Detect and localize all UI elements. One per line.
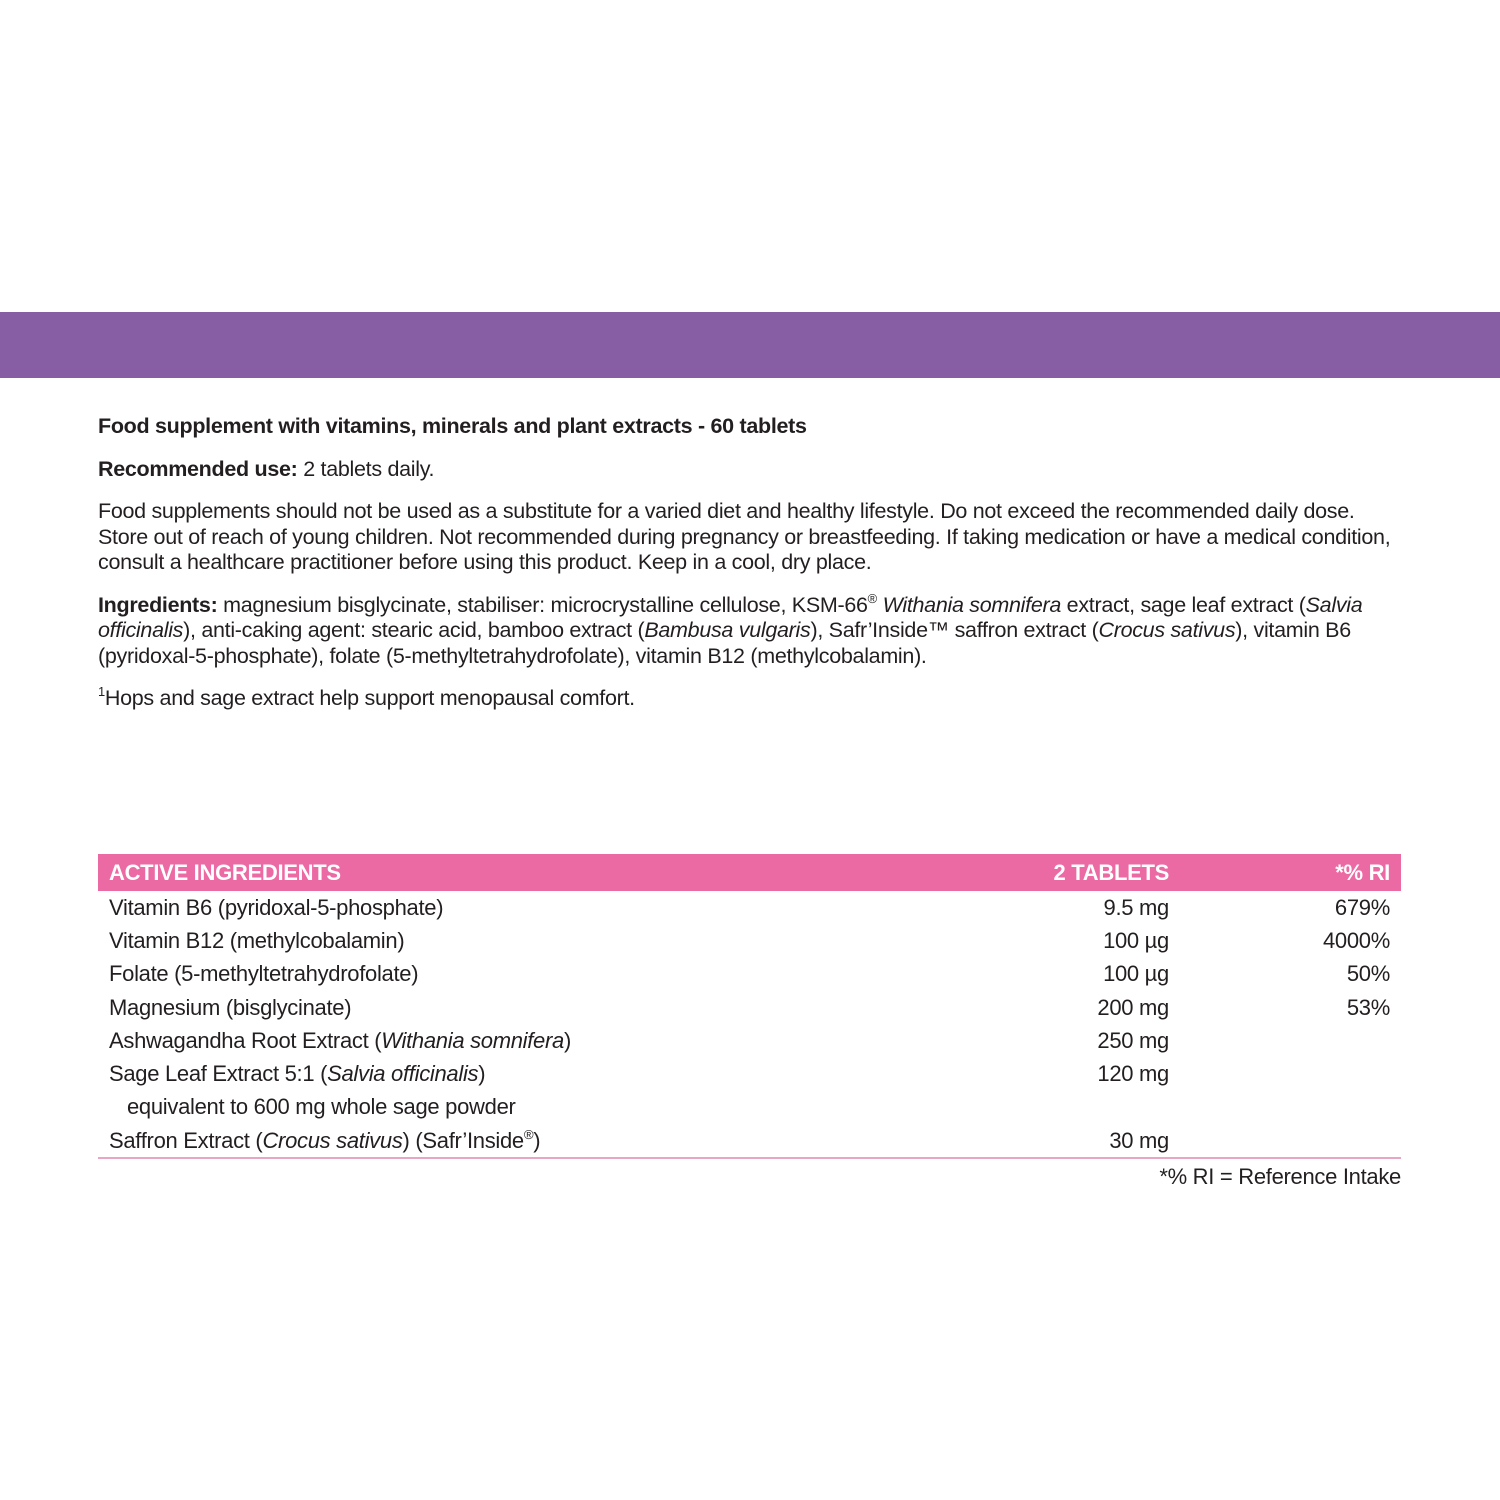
latin-name: Salvia officinalis [98,592,1363,642]
table-row [98,1057,1401,1090]
ingredient-ri: 4000% [1322,927,1390,953]
ingredient-sub-note: equivalent to 600 mg whole sage powder [127,1094,516,1120]
recommended-use-text: 2 tablets daily. [297,456,435,481]
header-dose: 2 TABLETS [1053,859,1169,885]
ingredient-ri: 53% [1346,994,1390,1020]
latin-name: Withania somnifera [882,592,1061,617]
ingredient-ri [1169,1057,1401,1090]
table-row [98,991,1401,1024]
table-row [98,1124,1401,1158]
ingredient-name-text: Ashwagandha Root Extract ( [109,1027,382,1053]
ingredient-dose: 200 mg [1097,994,1169,1020]
footnote-hops-sage [98,683,1402,712]
reference-intake-note: *% RI = Reference Intake [1159,1164,1401,1189]
latin-name: Withania somnifera [381,1027,564,1053]
ingredient-name: Folate (5-methyltetrahydrofolate) [109,961,419,987]
ingredient-name [98,1057,958,1090]
header-active-ingredients: ACTIVE INGREDIENTS [109,859,341,885]
latin-name: Crocus sativus [262,1127,403,1153]
ingredient-name-text: Saffron Extract ( [109,1127,263,1153]
ingredient-dose: 100 µg [1103,927,1169,953]
ingredients-paragraph [98,590,1402,670]
ingredient-name-text: ) (Safr’Inside [402,1127,524,1153]
recommended-use [98,457,1402,483]
ingredients-text: ), vitamin B6 (pyridoxal-5-phosphate), folate (5-methyltetrahydrofolate), vitamin B12 (methylcobalamin). [98,618,1351,668]
active-ingredients-table [98,854,1401,1159]
ingredient-name: Vitamin B12 (methylcobalamin) [109,927,405,953]
recommended-use-label: Recommended use: [98,456,298,481]
ingredient-dose [958,1091,1169,1124]
registered-mark: ® [523,1126,534,1142]
active-ingredients-table-wrapper [98,854,1401,1159]
ingredient-name-text: ) [533,1127,541,1153]
latin-name: Salvia officinalis [327,1061,479,1087]
table-row [98,1091,1401,1124]
ingredient-name [98,1024,958,1057]
product-info [98,414,1402,729]
ingredient-ri: 50% [1346,961,1390,987]
ingredient-ri [1169,1024,1401,1057]
ingredient-name: Magnesium (bisglycinate) [109,994,352,1020]
ingredient-ri [1169,1124,1401,1158]
latin-name: Crocus sativus [1098,618,1236,642]
warning-text: Food supplements should not be used as a substitute for a varied diet and healthy lifestyle. Do not exceed the recommended daily dose. Store out of reach of young children. Not recommended during pregnancy or breastfeeding. If taking medication or have a medical condition, consult a healthcare practitioner before using this product. Keep in a cool, dry place. [98,499,1391,574]
ingredient-name [98,1124,958,1158]
ingredient-name-text: ) [563,1027,571,1053]
ingredient-dose: 250 mg [1097,1027,1169,1053]
ingredient-name-text: Sage Leaf Extract 5:1 ( [109,1061,328,1087]
header-color-band [0,312,1500,378]
ingredient-dose: 100 µg [1103,961,1169,987]
ingredient-dose: 9.5 mg [1103,894,1169,920]
footnote-text: Hops and sage extract help support menopausal comfort. [104,686,635,710]
latin-name: Bambusa vulgaris [644,618,811,642]
table-row [98,924,1401,957]
table-header-row [98,854,1401,891]
ingredients-text: extract, sage leaf extract ( [1061,592,1306,617]
product-title: Food supplement with vitamins, minerals and plant extracts - 60 tablets [98,414,807,438]
registered-mark: ® [867,590,877,606]
ingredient-name: Vitamin B6 (pyridoxal-5-phosphate) [109,894,444,920]
table-row [98,1024,1401,1057]
table-row [98,958,1401,991]
table-row [98,891,1401,924]
ingredient-name-text: ) [478,1061,486,1087]
ingredient-ri [1169,1091,1401,1124]
ingredients-label: Ingredients: [98,592,218,617]
ingredient-dose: 30 mg [958,1124,1169,1158]
ingredients-text: ), anti-caking agent: stearic acid, bamboo extract ( [183,618,645,642]
header-ri: *% RI [1335,859,1390,885]
ingredient-dose: 120 mg [1097,1061,1169,1087]
footnote-marker: 1 [98,683,105,699]
ingredients-text: magnesium bisglycinate, stabiliser: microcrystalline cellulose, KSM-66 [217,592,868,617]
ingredient-ri: 679% [1334,894,1390,920]
ingredients-text: ), Safr’Inside™ saffron extract ( [810,618,1099,642]
